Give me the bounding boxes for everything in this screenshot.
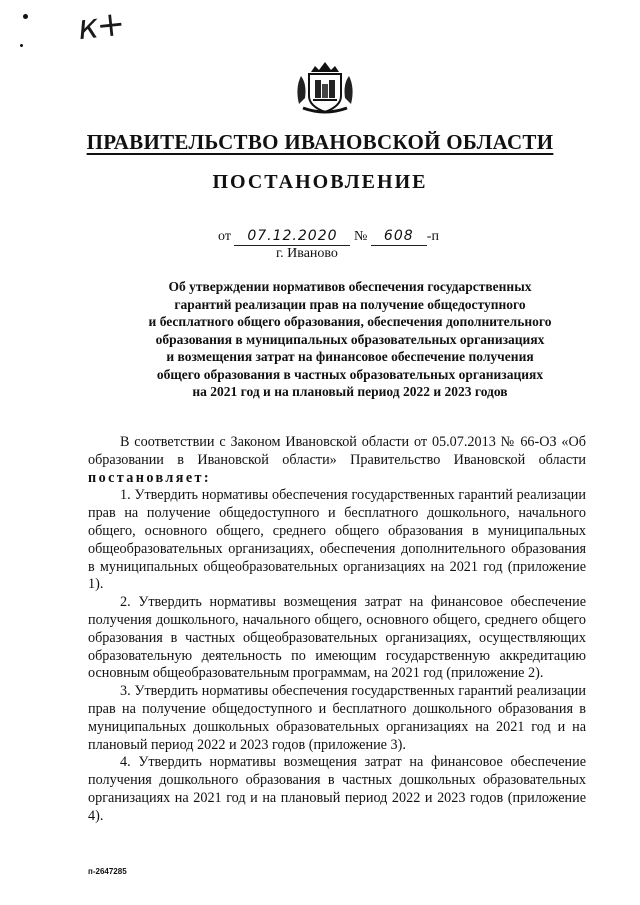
document-type-title: ПОСТАНОВЛЕНИЕ xyxy=(212,171,428,193)
number-sign: № xyxy=(353,229,368,244)
government-title: ПРАВИТЕЛЬСТВО ИВАНОВСКОЙ ОБЛАСТИ xyxy=(86,130,554,154)
heading-line: Об утверждении нормативов обеспечения государственных xyxy=(168,279,532,294)
preamble-paragraph xyxy=(88,434,586,487)
preamble-text: В соответствии с Законом Ивановской области от 05.07.2013 № 66-ОЗ «Об образовании в Ивановской области» Правительство Ивановской области xyxy=(88,434,586,468)
heading-line: и бесплатного общего образования, обеспечения дополнительного xyxy=(148,314,552,329)
footer-document-code: п-2647285 xyxy=(88,867,127,876)
city-line: г. Иваново xyxy=(276,246,338,261)
number-field xyxy=(371,228,427,246)
heading-line: гарантий реализации прав на получение общедоступного xyxy=(174,296,526,312)
date-number-line xyxy=(218,228,439,246)
heading-line: общего образования в частных образовательных организациях xyxy=(156,366,544,382)
handwritten-date: 07.12.2020 xyxy=(247,228,338,244)
item-paragraph: 3. Утвердить нормативы обеспечения государственных гарантий реализации прав на получение общедоступного и бесплатного дошкольного образования в муниципальных дошкольных образовательных организациях на 2021 год и на плановый период 2022 и 2023 годов (приложение 3). xyxy=(88,683,586,753)
item-paragraph: 2. Утвердить нормативы возмещения затрат на финансовое обеспечение получения дошкольного, начального общего, основного общего, среднего общего образования в частных общеобразовательных организациях, осуществляющих образовательную деятельность по имеющим государственную аккредитацию основным общеобразовательным программам, на 2021 год (приложение 2). xyxy=(88,594,586,682)
heading-line: образования в муниципальных образовательных организациях xyxy=(155,331,545,347)
date-field xyxy=(234,228,350,246)
handwritten-number: 608 xyxy=(383,228,414,244)
stray-dot xyxy=(23,14,28,19)
document-heading xyxy=(60,278,640,401)
coat-of-arms-emblem-icon xyxy=(293,58,357,116)
item-paragraph: 4. Утвердить нормативы возмещения затрат на финансовое обеспечение получения дошкольного образования в частных дошкольных образовательных организациях на 2021 год и на плановый период 2022 и 2023 годов (приложение 4). xyxy=(88,754,586,824)
heading-line: и возмещения затрат на финансовое обеспечение получения xyxy=(166,349,534,364)
date-prefix: от xyxy=(218,229,231,244)
stray-dot xyxy=(20,44,23,47)
handwritten-corner-mark: к+ xyxy=(76,3,125,49)
decree-word: постановляет: xyxy=(88,469,212,486)
number-suffix: -п xyxy=(426,229,439,244)
heading-line: на 2021 год и на плановый период 2022 и 2023 годов xyxy=(192,384,508,399)
item-paragraph: 1. Утвердить нормативы обеспечения государственных гарантий реализации прав на получение общедоступного и бесплатного дошкольного, начального общего, основного общего, среднего общего образования в муниципальных общеобразовательных организациях, обеспечения дополнительного образования в муниципальных общеобразовательных организациях на 2021 год (приложение 1). xyxy=(88,487,586,593)
document-body xyxy=(88,434,586,826)
